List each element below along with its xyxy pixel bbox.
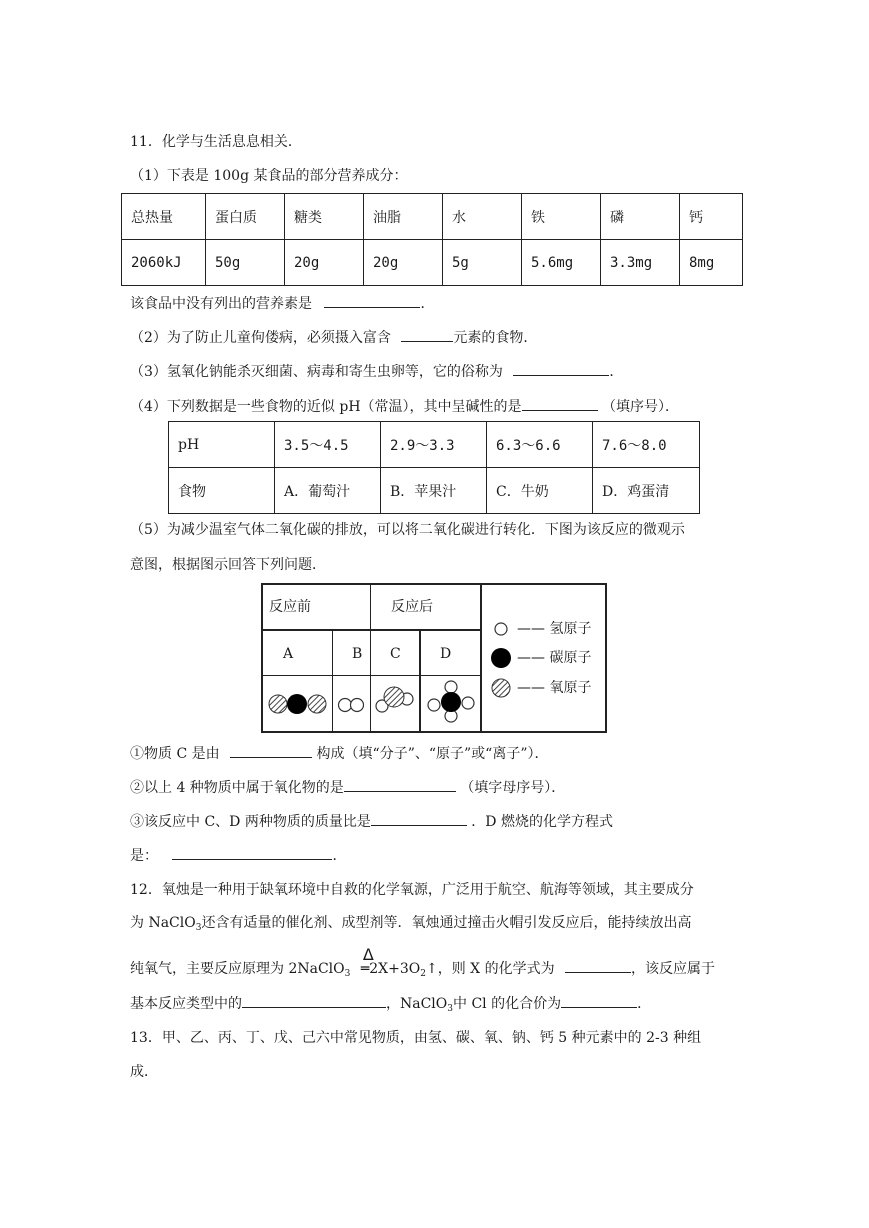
q11-sub2 bbox=[130, 777, 565, 798]
substance-label-d: D bbox=[440, 646, 452, 662]
q11-part2-text-b: 元素的食物． bbox=[453, 330, 538, 346]
answer-blank[interactable] bbox=[344, 777, 456, 792]
q11-part5-line1: （5）为减少温室气体二氧化碳的排放，可以将二氧化碳进行转化．下图为该反应的微观示 bbox=[130, 522, 685, 538]
substance-label-a: A bbox=[283, 646, 294, 662]
q13-line2: 成． bbox=[130, 1064, 158, 1080]
ph-cell: 7.6～8.0 bbox=[593, 422, 700, 468]
before-label: 反应前 bbox=[269, 599, 311, 615]
answer-blank[interactable] bbox=[371, 811, 467, 826]
q12-line3 bbox=[130, 945, 716, 981]
q12-line2-text-a: 为 NaClO bbox=[130, 915, 196, 931]
ph-cell: pH bbox=[169, 422, 275, 468]
legend-carbon-label: —— 碳原子 bbox=[517, 650, 592, 666]
q11-sub1 bbox=[130, 743, 548, 764]
legend-hydrogen-symbol bbox=[495, 623, 507, 635]
subscript: 3 bbox=[447, 1004, 453, 1014]
q13-line1: 13．甲、乙、丙、丁、戊、己六中常见物质，由氢、碳、氧、钠、钙 5 种元素中的 2-3 种组 bbox=[130, 1030, 702, 1046]
nutrition-header: 蛋白质 bbox=[206, 194, 285, 240]
nutrition-header: 水 bbox=[443, 194, 522, 240]
ph-table bbox=[168, 421, 700, 514]
subscript: 2 bbox=[420, 969, 426, 979]
answer-blank[interactable] bbox=[172, 845, 332, 860]
answer-blank[interactable] bbox=[242, 993, 386, 1008]
q11-title: 11．化学与生活息息相关． bbox=[130, 134, 302, 150]
nutrition-value: 3.3mg bbox=[601, 240, 680, 286]
q11-part2-text-a: （2）为了防止儿童佝偻病，必须摄入富含 bbox=[130, 330, 391, 346]
q11-sub3 bbox=[130, 811, 613, 832]
substance-label-b: B bbox=[352, 646, 363, 662]
nutrition-value: 5g bbox=[443, 240, 522, 286]
nutrition-value: 20g bbox=[285, 240, 364, 286]
nutrition-header: 钙 bbox=[680, 194, 743, 240]
answer-blank[interactable] bbox=[513, 361, 609, 376]
ph-cell: 2.9～3.3 bbox=[381, 422, 487, 468]
legend-carbon-symbol bbox=[491, 648, 511, 668]
q11-part4 bbox=[130, 396, 679, 417]
q11-part1-question: 该食品中没有列出的营养素是 ． bbox=[130, 293, 434, 314]
q11-sub2-text-a: ②以上 4 种物质中属于氧化物的是 bbox=[130, 780, 344, 796]
molecule-a-co2 bbox=[269, 694, 326, 714]
q12-line4-text-a: 基本反应类型中的 bbox=[130, 996, 242, 1012]
q11-part4-text-a: （4）下列数据是一些食物的近似 pH（常温），其中呈碱性的是 bbox=[130, 399, 522, 415]
q11-part3-text: （3）氢氧化钠能杀灭细菌、病毒和寄生虫卵等，它的俗称为 bbox=[130, 364, 503, 380]
answer-blank[interactable] bbox=[324, 293, 420, 308]
food-cell: A．葡萄汁 bbox=[275, 468, 381, 514]
molecule-b-h2 bbox=[339, 699, 364, 712]
nutrition-table bbox=[121, 193, 743, 286]
q11-part1: （1）下表是 100g 某食品的部分营养成分： bbox=[130, 168, 408, 184]
q11-sub3-text-a: ③该反应中 C、D 两种物质的质量比是 bbox=[130, 814, 371, 830]
q12-line3-text-a: 纯氧气，主要反应原理为 2NaClO bbox=[130, 961, 345, 977]
food-cell: C．牛奶 bbox=[487, 468, 593, 514]
q11-sub3-text-c: 是： bbox=[130, 848, 158, 864]
ph-cell: 3.5～4.5 bbox=[275, 422, 381, 468]
q11-sub2-text-b: （填字母序号）． bbox=[460, 780, 566, 796]
q12-line3-text-b: 2X+3O bbox=[369, 961, 421, 977]
nutrition-value: 2060kJ bbox=[122, 240, 206, 286]
legend-oxygen-symbol bbox=[492, 679, 510, 697]
reaction-diagram bbox=[261, 583, 607, 733]
heat-condition-sign: Δ ═ bbox=[360, 945, 374, 977]
q12-line3-text-d: ，该反应属于 bbox=[631, 961, 716, 977]
q11-part1-question-text: 该食品中没有列出的营养素是 bbox=[130, 296, 312, 312]
q11-part2 bbox=[130, 327, 537, 348]
q12-line4: 基本反应类型中的 ，NaClO$_3$中 Cl 的化合价为 ． bbox=[130, 993, 651, 1016]
food-cell: D．鸡蛋清 bbox=[593, 468, 700, 514]
q11-sub1-text-a: ①物质 C 是由 bbox=[130, 746, 220, 762]
q12-line2-text-b: 还含有适量的催化剂、成型剂等．氧烛通过撞击火帽引发反应后，能持续放出高 bbox=[201, 915, 692, 931]
nutrition-header-row bbox=[122, 194, 743, 240]
q11-part3: （3）氢氧化钠能杀灭细菌、病毒和寄生虫卵等，它的俗称为 ． bbox=[130, 361, 623, 382]
nutrition-value: 50g bbox=[206, 240, 285, 286]
nutrition-header: 磷 bbox=[601, 194, 680, 240]
subscript: 3 bbox=[344, 969, 351, 979]
nutrition-header: 糖类 bbox=[285, 194, 364, 240]
molecule-d-ch4 bbox=[428, 681, 474, 722]
answer-blank[interactable] bbox=[561, 993, 637, 1008]
legend-hydrogen-label: —— 氢原子 bbox=[517, 621, 592, 637]
nutrition-value: 8mg bbox=[680, 240, 743, 286]
answer-blank[interactable] bbox=[522, 396, 598, 411]
answer-blank[interactable] bbox=[230, 743, 312, 758]
q11-part4-text-b: （填序号）． bbox=[601, 399, 679, 415]
legend-oxygen-label: —— 氧原子 bbox=[517, 680, 592, 696]
q11-sub3-text-b: ．D 燃烧的化学方程式 bbox=[471, 814, 613, 830]
food-cell: 食物 bbox=[169, 468, 275, 514]
q12-line1: 12．氧烛是一种用于缺氧环境中自救的化学氧源，广泛用于航空、航海等领域，其主要成分 bbox=[130, 882, 694, 898]
q11-part5-line2: 意图，根据图示回答下列问题． bbox=[130, 557, 326, 573]
nutrition-value: 5.6mg bbox=[522, 240, 601, 286]
delta-symbol: Δ bbox=[362, 945, 374, 964]
food-cell: B．苹果汁 bbox=[381, 468, 487, 514]
nutrition-header: 油脂 bbox=[364, 194, 443, 240]
after-label: 反应后 bbox=[391, 599, 433, 615]
nutrition-value-row bbox=[122, 240, 743, 286]
q12-line3-text-c: ↑，则 X 的化学式为 bbox=[425, 961, 555, 977]
answer-blank[interactable] bbox=[401, 327, 453, 342]
food-row bbox=[169, 468, 700, 514]
subscript: 3 bbox=[195, 923, 202, 933]
nutrition-header: 总热量 bbox=[122, 194, 206, 240]
ph-row bbox=[169, 422, 700, 468]
molecule-c-h2o bbox=[376, 687, 413, 712]
nutrition-header: 铁 bbox=[522, 194, 601, 240]
answer-blank[interactable] bbox=[565, 958, 631, 973]
ph-cell: 6.3～6.6 bbox=[487, 422, 593, 468]
q12-line4-text-c: 中 Cl 的化合价为 bbox=[453, 996, 562, 1012]
q11-sub1-text-b: 构成（填“分子”、“原子”或“离子”）． bbox=[316, 746, 549, 762]
q11-sub3-equation: 是： ． bbox=[130, 845, 346, 866]
substance-label-c: C bbox=[390, 646, 401, 662]
q12-line4-text-b: ，NaClO bbox=[386, 996, 448, 1012]
nutrition-value: 20g bbox=[364, 240, 443, 286]
q12-line2 bbox=[130, 913, 691, 935]
